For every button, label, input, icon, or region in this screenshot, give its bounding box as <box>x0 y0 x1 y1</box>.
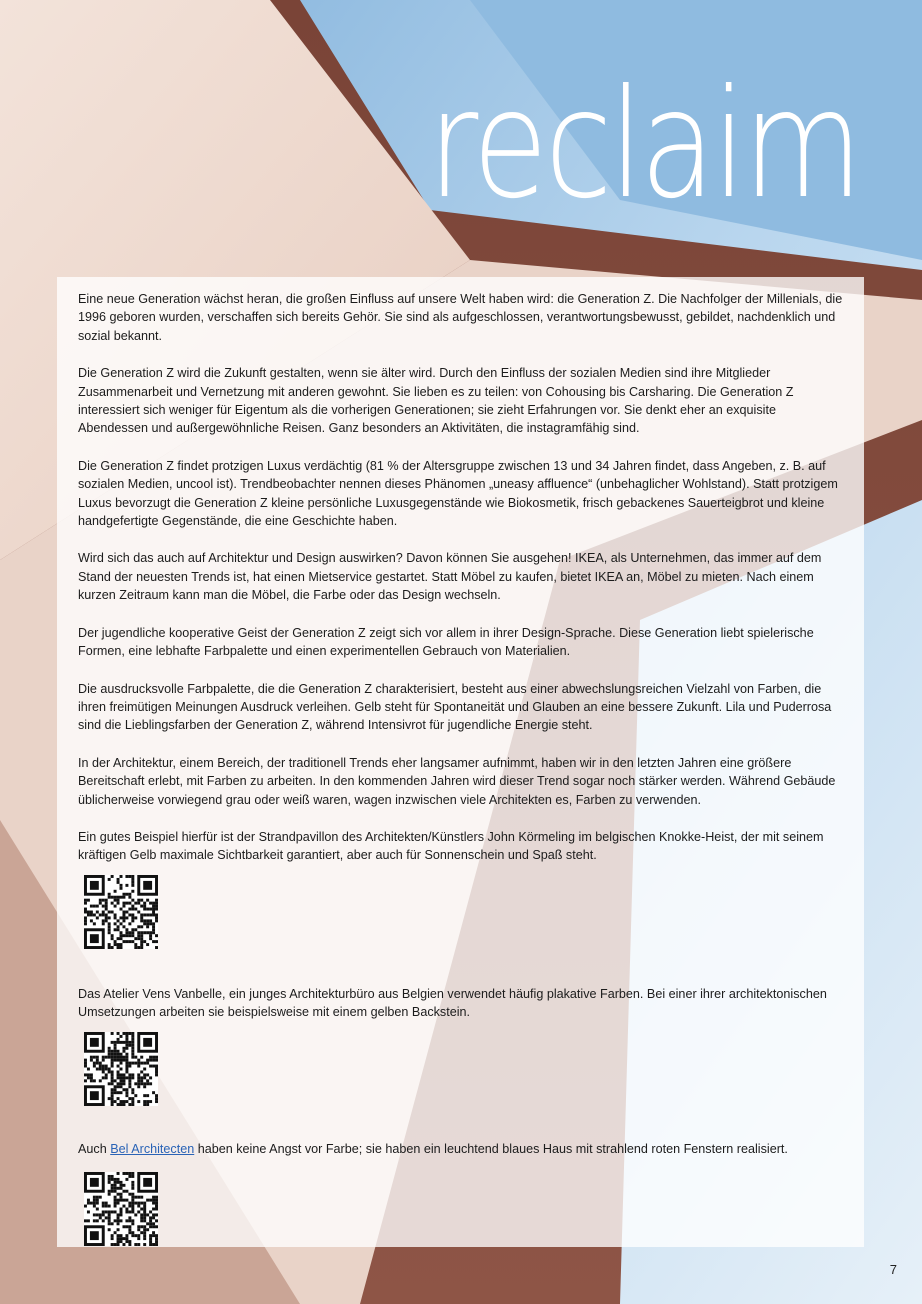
paragraph: Ein gutes Beispiel hierfür ist der Strandpavillon des Architekten/Künstlers John Körmeling im belgischen Knokke-Heist, der mit seinem kräftigen Gelb maximale Sichtbarkeit garantiert, aber auch für Sonnenschein und Spaß steht. <box>78 829 824 863</box>
paragraph: Eine neue Generation wächst heran, die großen Einfluss auf unsere Welt haben wird: die Generation Z. Die Nachfolger der Millenials, die 1996 geboren wurden, verschaffen sich bereits Gehör. Sie sind als aufgeschlossen, verantwortungsbewusst, gebildet, nachdenklich und sozial bekannt. <box>78 292 843 343</box>
bel-architecten-link[interactable]: Bel Architecten <box>110 1141 195 1156</box>
paragraph: Der jugendliche kooperative Geist der Generation Z zeigt sich vor allem in ihrer Design-Sprache. Diese Generation liebt spielerische Formen, eine lebhafte Farbpalette und einen experimentellen Gebrauch von Materialien. <box>78 625 814 659</box>
paragraph: Die ausdrucksvolle Farbpalette, die die Generation Z charakterisiert, besteht aus einer abwechslungsreichen Vielzahl von Farben, die ihren freimütigen Meinungen Ausdruck verleihen. Gelb steht für Spontaneität und Glauben an eine bessere Zukunft. Lila und Puderrosa sind die Lieblingsfarben der Generation Z, während Intensivrot für jugendliche Energie steht. <box>78 681 832 733</box>
text-segment: Auch <box>78 1141 111 1156</box>
page-title: reclaim <box>428 58 860 232</box>
text-segment: haben keine Angst vor Farbe; sie haben ein leuchtend blaues Haus mit strahlend roten Fenstern realisiert. <box>194 1141 788 1156</box>
paragraph: Das Atelier Vens Vanbelle, ein junges Architekturbüro aus Belgien verwendet häufig plakative Farben. Bei einer ihrer architektonischen Umsetzungen arbeiten sie beispielsweise mit einem gelben Backstein. <box>78 986 827 1020</box>
qr-code-icon[interactable] <box>84 875 158 949</box>
qr-code-icon[interactable] <box>84 1172 158 1246</box>
paragraph <box>78 1140 844 1158</box>
page-number: 7 <box>889 1262 897 1277</box>
paragraph: Die Generation Z wird die Zukunft gestalten, wenn sie älter wird. Durch den Einfluss der sozialen Medien sind ihre Mitglieder Zusammenarbeit und Vernetzung mit anderen gewohnt. Sie lieben es zu teilen: von Cohousing bis Carsharing. Die Generation Z interessiert sich weniger für Eigentum als die vorherigen Generationen; sie zieht Erfahrungen vor. Sie denkt eher an exquisite Abendessen und außergewöhnliche Reisen. Ganz besonders an Aktivitäten, die instagramfähig sind. <box>78 366 794 436</box>
paragraph: Die Generation Z findet protzigen Luxus verdächtig (81 % der Altersgruppe zwischen 13 und 34 Jahren findet, dass Angeben, z. B. auf sozialen Medien, uncool ist). Trendbeobachter nennen dieses Phänomen „uneasy affluence“ (unbehaglicher Wohlstand). Statt protzigem Luxus bevorzugt die Generation Z kleine persönliche Luxusgegenstände wie Biokosmetik, frisch gebackenes Sauerteigbrot und kleine handgefertigte Gegenstände, die eine Geschichte haben. <box>78 458 838 529</box>
article-panel <box>57 277 864 1247</box>
paragraph: Wird sich das auch auf Architektur und Design auswirken? Davon können Sie ausgehen! IKEA, als Unternehmen, das immer auf dem Stand der neuesten Trends ist, hat einen Mietservice gestartet. Statt Möbel zu kaufen, bietet IKEA an, Möbel zu mieten. Nach einem kurzen Zeitraum kann man die Möbel, die Farbe oder das Design wechseln. <box>78 551 822 603</box>
paragraph: In der Architektur, einem Bereich, der traditionell Trends eher langsamer aufnimmt, haben wir in den letzten Jahren eine größere Bereitschaft erlebt, mit Farben zu arbeiten. In den kommenden Jahren wird dieser Trend sogar noch stärker werden. Während Gebäude üblicherweise vorwiegend grau oder weiß waren, wagen inzwischen viele Architekten es, Farben zu verwenden. <box>78 755 836 807</box>
qr-code-icon[interactable] <box>84 1032 158 1106</box>
